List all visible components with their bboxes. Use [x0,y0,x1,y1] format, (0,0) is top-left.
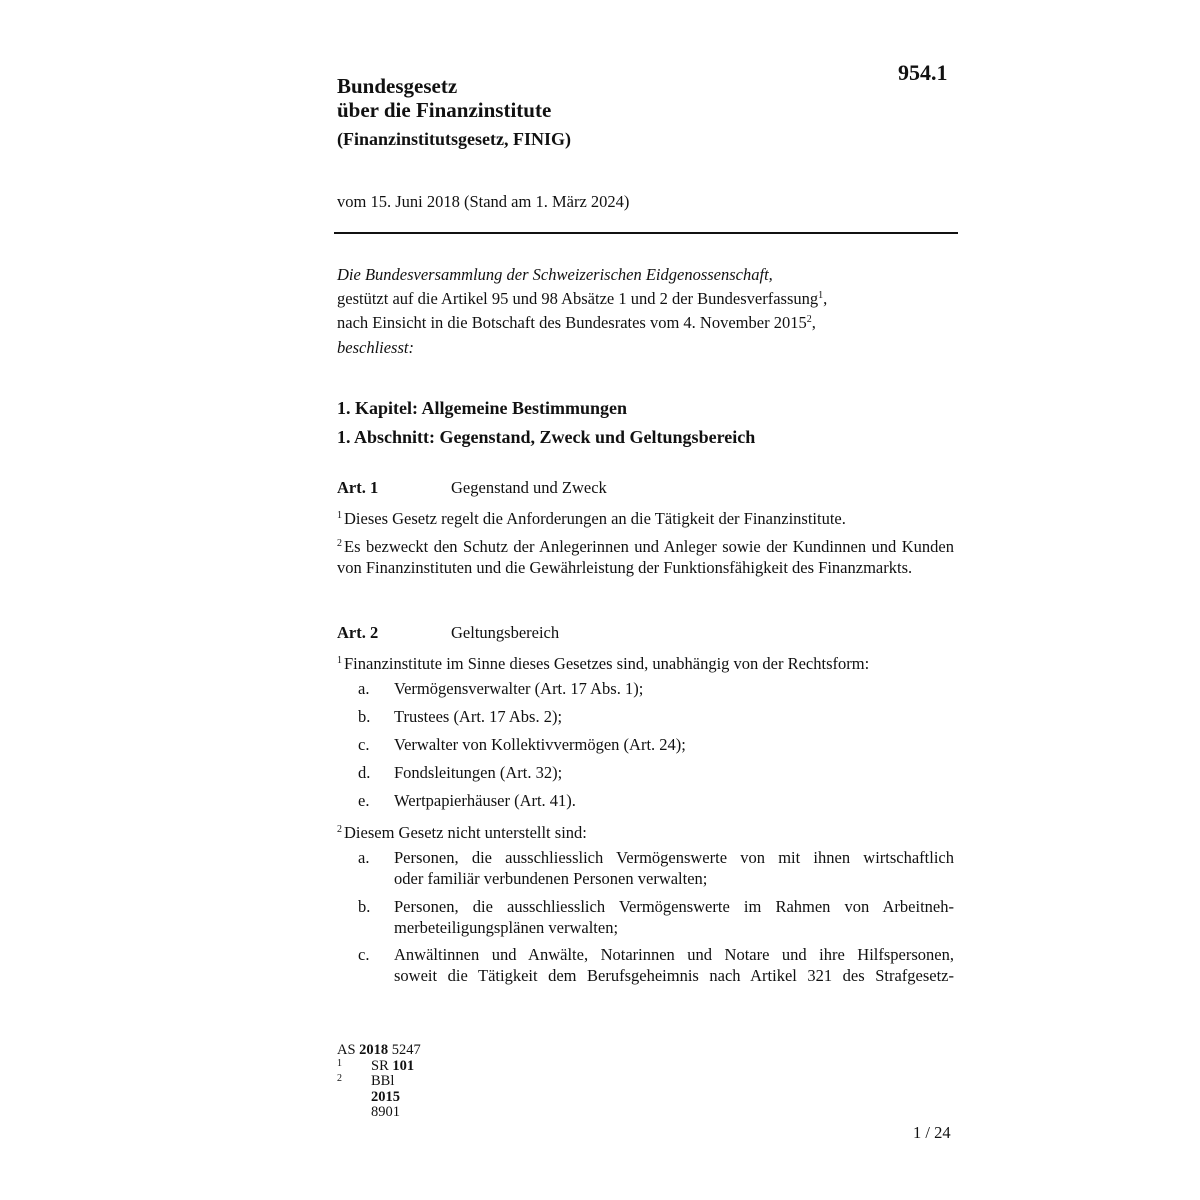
footnote-ref-2[interactable]: 2 [806,314,812,325]
preamble-line1: Die Bundesversammlung der Schweizerischen Eidgenossenschaft, [337,265,773,284]
article-2-title: Geltungsbereich [451,623,560,642]
section-heading: 1. Abschnitt: Gegenstand, Zweck und Geltungsbereich [337,427,756,447]
page-number: 1 / 24 [913,1123,951,1142]
law-title-line2: über die Finanzinstitute [337,98,552,122]
law-title [337,74,551,122]
document-page: 954.1 Bundesgesetz über die Finanzinstitute (Finanzinstitutsgesetz, FINIG) vom 15. Juni 2018 (Stand am 1. März 2024) Die Bundesversammlung der Schweizerischen Eidgenossenschaft, gestützt auf die Artikel 95 und 98 Absätze 1 und 2 der Bundesverfassung$^1$, nach Einsicht in die Botschaft des Bundesrates vom 4. November 2015$^2$, beschliesst: 1. Kapitel: Allgemeine Bestimmungen 1. Abschnitt: Gegenstand, Zweck und Geltungsbereich Art. 1 Gegenstand und Zweck $^1$ Dieses Gesetz regelt die Anforderungen an die Tätigkeit der Finanzinstitute. $^2$ Es bezweckt den Schutz der Anlegerinnen und Anleger sowie der Kundinnen und Kunden von Finanzinstituten und die Gewährleistung der Funktionsfähigkeit des Finanzmarkts. Art. 2 Geltungsbereich $^1$ Finanzinstitute im Sinne dieses Gesetzes sind, unabhängig von der Rechtsform: a. Vermögensverwalter (Art. 17 Abs. 1); b. Trustees (Art. 17 Abs. 2); c. Verwalter von Kollektivvermögen (Art. 24); d. Fondsleitungen (Art. 32); e. Wertpapierhäuser (Art. 41). $^2$ Diesem Gesetz nicht unterstellt sind: a. Personen, die ausschliesslich Vermögenswerte von mit ihnen wirtschaftlich oder familiär verbundenen Personen verwalten; b. Personen, die ausschliesslich Vermögenswerte im Rahmen von Arbeitneh- merbeteiligungsplänen verwalten; c. Anwältinnen und Anwälte, Notarinnen und Notare und ihre Hilfspersonen, soweit die Tätigkeit dem Berufsgeheimnis nach Artikel 321 des Strafgesetz- AS 2018 5247 1 SR 101 2 BBl 2015 8901 1 / 24 [0,0,1200,1200]
article-2-paragraph-2: $^2$ Diesem Gesetz nicht unterstellt sind: [337,823,587,842]
article-2-paragraph-1: $^1$ Finanzinstitute im Sinne dieses Gesetzes sind, unabhängig von der Rechtsform: [337,654,870,673]
preamble-line4: beschliesst: [337,338,414,357]
sr-number: 954.1 [898,60,948,85]
law-title-line1: Bundesgesetz [337,74,458,98]
preamble-line2: gestützt auf die Artikel 95 und 98 Absätze 1 und 2 der Bundesverfassung$^1$, [337,289,828,308]
chapter-heading: 1. Kapitel: Allgemeine Bestimmungen [337,398,627,418]
footnote-2: 2 BBl 2015 8901 [337,1073,400,1120]
law-date-line: vom 15. Juni 2018 (Stand am 1. März 2024) [337,192,630,211]
article-1-paragraph-2: $^2$ Es bezweckt den Schutz der Anlegerinnen und Anleger sowie der Kundinnen und Kunden von Finanzinstituten und die Gewährleistung der Funktionsfähigkeit des Finanzmarkts. [337,537,954,577]
header-divider [334,232,958,234]
preamble [337,264,827,358]
article-2-number: Art. 2 [337,623,379,642]
law-short-title: (Finanzinstitutsgesetz, FINIG) [337,129,571,149]
footnote-1: 1 SR 101 [337,1057,415,1074]
article-1-title: Gegenstand und Zweck [451,478,607,497]
article-1-number: Art. 1 [337,478,379,497]
article-1-paragraph-1: $^1$ Dieses Gesetz regelt die Anforderungen an die Tätigkeit der Finanzinstitute. [337,509,846,528]
footnote-ref-1[interactable]: 1 [818,290,824,301]
preamble-line3: nach Einsicht in die Botschaft des Bundesrates vom 4. November 2015$^2$, [337,313,816,332]
official-compilation-ref: AS 2018 5247 [337,1042,421,1058]
footnotes [337,1042,421,1120]
